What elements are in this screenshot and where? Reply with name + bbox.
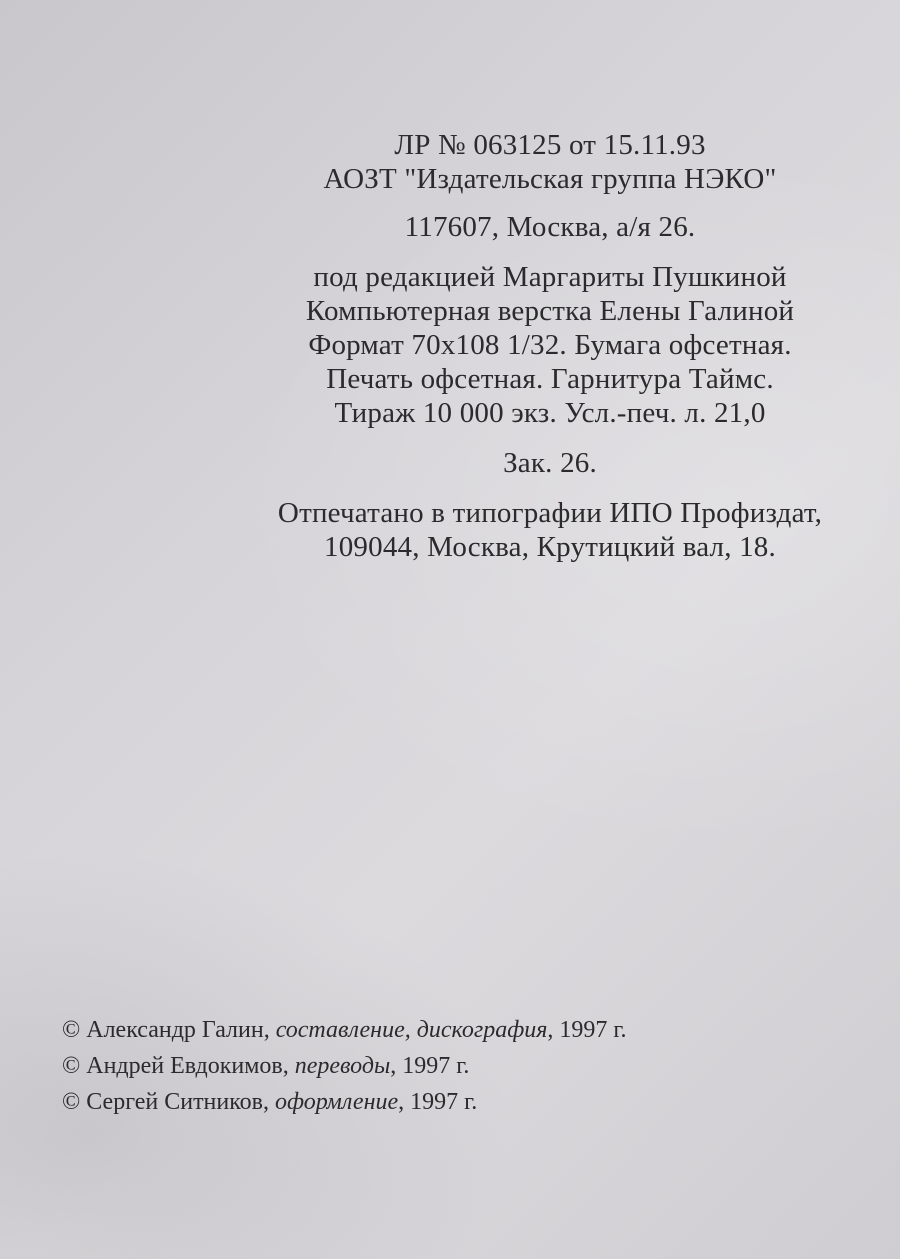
copyright-holder: © Сергей Ситников, xyxy=(62,1089,276,1115)
print-run-line: Тираж 10 000 экз. Усл.-печ. л. 21,0 xyxy=(334,397,766,429)
print-line: Печать офсетная. Гарнитура Таймс. xyxy=(326,363,774,395)
copyright-holder: © Андрей Евдокимов, xyxy=(62,1053,295,1079)
copyright-role: составление, дискография xyxy=(275,1017,548,1043)
copyright-holder: © Александр Галин, xyxy=(62,1017,276,1043)
format-line: Формат 70х108 1/32. Бумага офсетная. xyxy=(308,329,792,361)
order-line: Зак. 26. xyxy=(503,447,597,479)
printer-address-line: 109044, Москва, Крутицкий вал, 18. xyxy=(324,531,776,563)
publisher-line: АОЗТ "Издательская группа НЭКО" xyxy=(323,163,777,195)
publisher-address-line: 117607, Москва, а/я 26. xyxy=(404,211,696,243)
copyright-role: переводы xyxy=(294,1053,391,1079)
layout-line: Компьютерная верстка Елены Галиной xyxy=(305,295,795,327)
copyright-row xyxy=(62,1048,627,1084)
license-line: ЛР № 063125 от 15.11.93 xyxy=(394,129,706,161)
copyright-year: , 1997 г. xyxy=(398,1089,478,1115)
copyright-block xyxy=(62,1012,627,1120)
copyright-year: , 1997 г. xyxy=(547,1017,627,1043)
copyright-role: оформление xyxy=(275,1089,399,1115)
printed-at-line: Отпечатано в типографии ИПО Профиздат, xyxy=(277,497,823,529)
copyright-row xyxy=(62,1084,627,1120)
editor-line: под редакцией Маргариты Пушкиной xyxy=(313,261,787,293)
copyright-year: , 1997 г. xyxy=(390,1053,470,1079)
imprint-block xyxy=(250,128,850,564)
copyright-row xyxy=(62,1012,627,1048)
